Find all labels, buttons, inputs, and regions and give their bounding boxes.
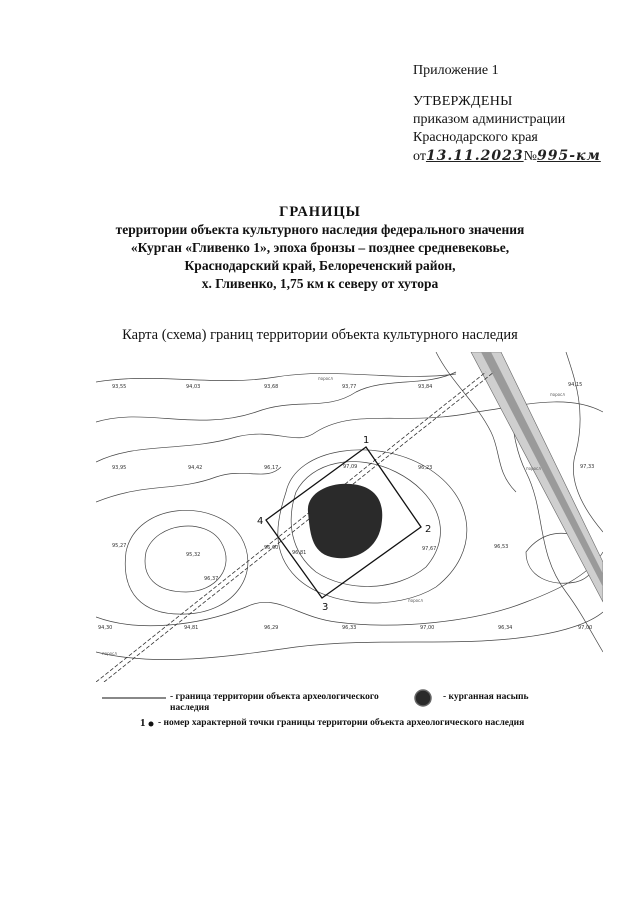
legend-point-label: - номер характерной точки границы территории объекта археологического наследия — [158, 718, 525, 728]
order-date-line — [413, 147, 601, 166]
order-line-2: Краснодарского края — [413, 130, 538, 145]
approval-block — [413, 93, 601, 166]
elevation-mark: 96,17 — [264, 465, 279, 471]
elevation-mark: 96,23 — [418, 465, 433, 471]
elevation-mark: 94,15 — [568, 382, 583, 388]
mound — [308, 484, 382, 559]
title-line-4: Краснодарский край, Белореченский район, — [184, 258, 456, 273]
vegetation-mark: поросл — [408, 598, 423, 603]
legend-point-num: 1 — [140, 717, 146, 729]
elevation-mark: 94,42 — [188, 465, 203, 471]
document-title — [0, 203, 640, 293]
elevation-mark: 93,84 — [418, 384, 433, 390]
elevation-mark: 97,00 — [420, 625, 435, 631]
vegetation-mark: поросл — [526, 466, 541, 471]
elevation-mark: 95,27 — [112, 543, 127, 549]
map-legend — [100, 685, 610, 735]
elevation-mark: 96,37 — [204, 576, 219, 582]
elevation-mark: 97,00 — [578, 625, 593, 631]
legend-point-symbol — [149, 722, 154, 727]
elevation-mark: 94,81 — [184, 625, 199, 631]
title-line-5: х. Гливенко, 1,75 км к северу от хутора — [201, 276, 439, 291]
elevation-mark: 94,30 — [98, 625, 113, 631]
elevation-mark: 97,33 — [580, 464, 595, 470]
elevation-mark: 96,29 — [264, 625, 279, 631]
point-label-1: 1 — [363, 435, 370, 446]
road — [471, 352, 603, 602]
order-line-1: приказом администрации — [413, 112, 566, 127]
contour-line — [96, 467, 281, 502]
vegetation-mark: поросл — [550, 392, 565, 397]
legend-mound-symbol — [415, 690, 431, 706]
date-prefix: от — [413, 149, 426, 164]
approved-title: УТВЕРЖДЕНЫ — [413, 94, 513, 109]
title-line-2: территории объекта культурного наследия федерального значения — [115, 222, 525, 237]
boundary-map — [96, 352, 603, 682]
elevation-mark: 96,53 — [494, 544, 509, 550]
elevation-mark: 96,33 — [342, 625, 357, 631]
vegetation-mark: поросл — [102, 651, 117, 656]
title-line-1: ГРАНИЦЫ — [279, 204, 361, 220]
contour-line — [96, 373, 456, 382]
elevation-mark: 93,95 — [112, 465, 127, 471]
number-prefix: № — [523, 149, 537, 164]
title-line-3: «Курган «Гливенко 1», эпоха бронзы – позднее средневековье, — [130, 240, 510, 255]
handwritten-number: 995-км — [536, 148, 601, 164]
contour-line — [96, 372, 456, 422]
appendix-label: Приложение 1 — [413, 63, 499, 78]
point-label-3: 3 — [322, 602, 329, 613]
contour-line — [145, 526, 226, 592]
road-band — [471, 352, 603, 602]
elevation-mark: 93,55 — [112, 384, 127, 390]
legend-boundary-label: - граница территории объекта археологического наследия — [170, 692, 379, 713]
elevation-mark: 97,09 — [343, 464, 358, 470]
contour-line — [96, 552, 603, 626]
contour-line — [96, 612, 603, 660]
elevation-mark: 97,67 — [422, 546, 437, 552]
elevation-mark: 95,32 — [186, 552, 201, 558]
elevation-mark: 96,60 — [264, 545, 279, 551]
elevation-mark: 96,81 — [292, 550, 307, 556]
elevation-mark: 93,68 — [264, 384, 279, 390]
elevation-mark: 93,77 — [342, 384, 357, 390]
legend-mound-label: - курганная насыпь — [443, 692, 529, 702]
vegetation-mark: поросл — [318, 376, 333, 381]
handwritten-date: 13.11.2023 — [425, 148, 524, 164]
point-label-4: 4 — [257, 516, 264, 527]
elevation-mark: 96,34 — [498, 625, 513, 631]
elevation-mark: 94,03 — [186, 384, 201, 390]
map-caption: Карта (схема) границ территории объекта культурного наследия — [122, 327, 518, 343]
point-label-2: 2 — [425, 524, 432, 535]
